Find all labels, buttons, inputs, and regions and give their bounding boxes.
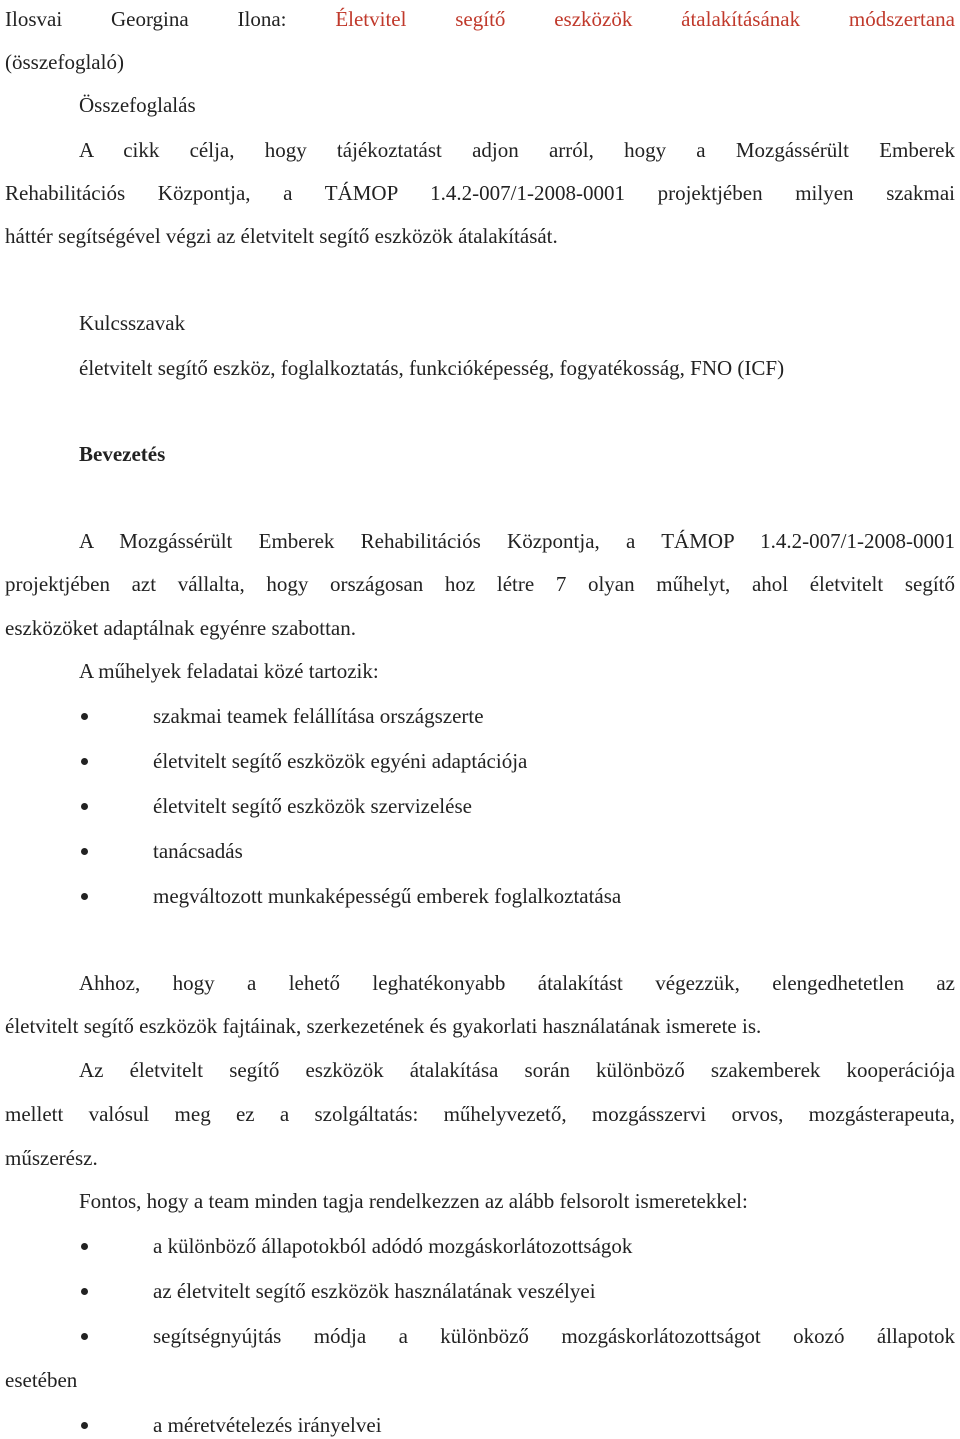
paragraph-line: eszközöket adaptálnak egyénre szabottan. xyxy=(5,616,357,640)
article-title-continuation: (összefoglaló) xyxy=(5,50,124,74)
keywords-text: életvitelt segítő eszköz, foglalkoztatás, funkcióképesség, fogyatékosság, FNO (ICF) xyxy=(79,356,785,380)
list-intro: A műhelyek feladatai közé tartozik: xyxy=(79,659,379,683)
paragraph-line: Ahhoz, hogy a lehető leghatékonyabb átalakítást végezzük, elengedhetetlen az xyxy=(79,971,955,995)
list-item-continuation: esetében xyxy=(5,1368,78,1392)
bullet-icon xyxy=(81,1243,88,1250)
list-item: megváltozott munkaképességű emberek foglalkoztatása xyxy=(153,884,622,908)
paragraph-line: életvitelt segítő eszközök fajtáinak, szerkezetének és gyakorlati használatának ismerete is. xyxy=(5,1014,762,1038)
list-item: életvitelt segítő eszközök szervizelése xyxy=(153,794,472,818)
bullet-icon xyxy=(81,803,88,810)
bullet-icon xyxy=(81,1333,88,1340)
list-item: szakmai teamek felállítása országszerte xyxy=(153,704,484,728)
article-title: Életvitel segítő eszközök átalakításának módszertana xyxy=(335,7,956,31)
paragraph-line: műszerész. xyxy=(5,1146,98,1170)
list-item: életvitelt segítő eszközök egyéni adaptációja xyxy=(153,749,528,773)
summary-line: háttér segítségével végzi az életvitelt segítő eszközök átalakítását. xyxy=(5,224,558,248)
bullet-icon xyxy=(81,758,88,765)
list-intro: Fontos, hogy a team minden tagja rendelkezzen az alább felsorolt ismeretekkel: xyxy=(79,1189,748,1213)
bullet-icon xyxy=(81,893,88,900)
list-item: segítségnyújtás módja a különböző mozgáskorlátozottságot okozó állapotok xyxy=(153,1324,955,1348)
list-item: tanácsadás xyxy=(153,839,243,863)
summary-line: Rehabilitációs Központja, a TÁMOP 1.4.2-007/1-2008-0001 projektjében milyen szakmai xyxy=(5,181,955,205)
paragraph-line: projektjében azt vállalta, hogy országosan hoz létre 7 olyan műhelyt, ahol életvitelt segítő xyxy=(5,572,955,596)
summary-heading: Összefoglalás xyxy=(79,93,196,117)
bullet-icon xyxy=(81,1288,88,1295)
list-item: a különböző állapotokból adódó mozgáskorlátozottságok xyxy=(153,1234,633,1258)
bullet-icon xyxy=(81,848,88,855)
paragraph-line: Az életvitelt segítő eszközök átalakítása során különböző szakemberek kooperációja xyxy=(79,1058,955,1082)
author-name: Ilosvai Georgina Ilona: xyxy=(5,7,287,31)
bullet-icon xyxy=(81,1422,88,1429)
bullet-icon xyxy=(81,713,88,720)
paragraph-line: mellett valósul meg ez a szolgáltatás: műhelyvezető, mozgásszervi orvos, mozgásterapeuta, xyxy=(5,1102,955,1126)
section-heading-intro: Bevezetés xyxy=(79,442,166,466)
article-header xyxy=(5,6,955,32)
paragraph-line: A Mozgássérült Emberek Rehabilitációs Központja, a TÁMOP 1.4.2-007/1-2008-0001 xyxy=(79,529,955,553)
summary-line: A cikk célja, hogy tájékoztatást adjon arról, hogy a Mozgássérült Emberek xyxy=(79,138,955,162)
list-item: az életvitelt segítő eszközök használatának veszélyei xyxy=(153,1279,596,1303)
list-item: a méretvételezés irányelvei xyxy=(153,1413,382,1437)
keywords-heading: Kulcsszavak xyxy=(79,311,186,335)
